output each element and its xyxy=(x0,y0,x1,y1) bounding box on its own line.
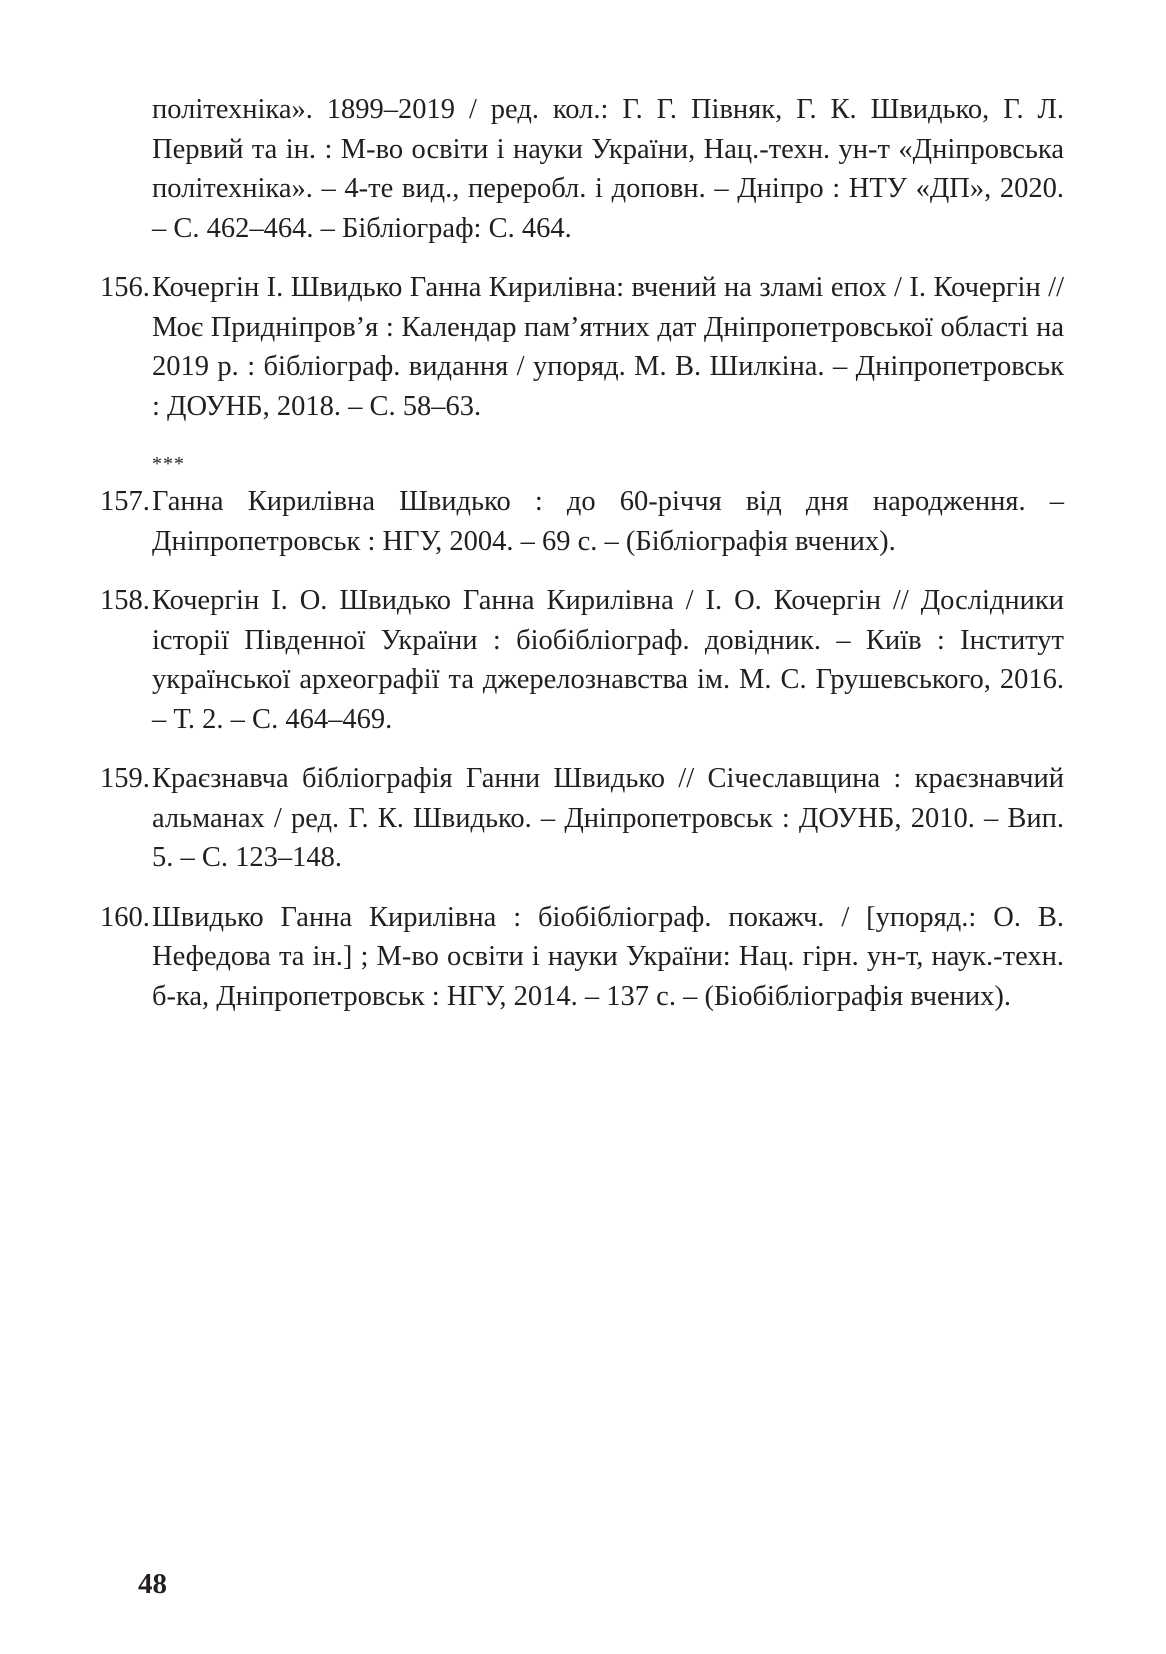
bibliography-list xyxy=(100,90,1064,1036)
entry-number: 160. xyxy=(100,901,150,933)
page-number: 48 xyxy=(138,1568,167,1600)
bibliography-entry-157 xyxy=(100,482,1064,561)
entry-text: Краєзнавча бібліографія Ганни Швидько // Січеславщина : краєзнавчий альманах / ред. Г. К. Швидько. – Дніпропетровськ : ДОУНБ, 2010. – Вип. 5. – С. 123–148. xyxy=(152,763,1064,873)
entry-text: Швидько Ганна Кирилівна : біобібліограф. покажч. / [упоряд.: О. В. Нефедова та ін.] ; М-во освіти і науки України: Нац. гірн. ун-т, наук.-техн. б-ка, Дніпропетровськ : НГУ, 2014. – 137 с. – (Біобібліографія вчених). xyxy=(152,901,1064,1012)
entry-text: політехніка». 1899–2019 / ред. кол.: Г. Г. Півняк, Г. К. Швидько, Г. Л. Первий та ін. : М-во освіти і науки України, Нац.-техн. ун-т «Дніпровська політехніка». – 4-те вид., переробл. і доповн. – Дніпро : НТУ «ДП», 2020. – С. 462–464. – Бібліограф: С. 464. xyxy=(152,94,1064,244)
bibliography-entry-159 xyxy=(100,759,1064,878)
entry-number: 157. xyxy=(100,486,150,517)
bibliography-entry-156 xyxy=(100,268,1064,426)
entry-text: Кочергін І. О. Швидько Ганна Кирилівна / І. О. Кочергін // Дослідники історії Південної України : біобібліограф. довідник. – Київ : Інститут української археографії та джерелознавства ім. М. С. Грушевського, 2016. – Т. 2. – С. 464–469. xyxy=(152,585,1064,735)
entry-text: Кочергін І. Швидько Ганна Кирилівна: вчений на зламі епох / І. Кочергін // Моє Придніпров’я : Календар пам’ятних дат Дніпропетровської області на 2019 р. : бібліограф. видання / упоряд. М. В. Шилкіна. – Дніпропетровськ : ДОУНБ, 2018. – С. 58–63. xyxy=(152,272,1064,422)
bibliography-entry-158 xyxy=(100,581,1064,739)
section-separator: *** xyxy=(152,453,185,475)
entry-number: 156. xyxy=(100,272,150,303)
bibliography-entry-continuation xyxy=(100,90,1064,248)
entry-text: Ганна Кирилівна Швидько : до 60-річчя від дня народження. – Дніпропетровськ : НГУ, 2004. – 69 с. – (Бібліографія вчених). xyxy=(152,486,1064,557)
entry-number: 158. xyxy=(100,585,150,616)
bibliography-entry-160 xyxy=(100,898,1064,1017)
entry-number: 159. xyxy=(100,763,150,794)
